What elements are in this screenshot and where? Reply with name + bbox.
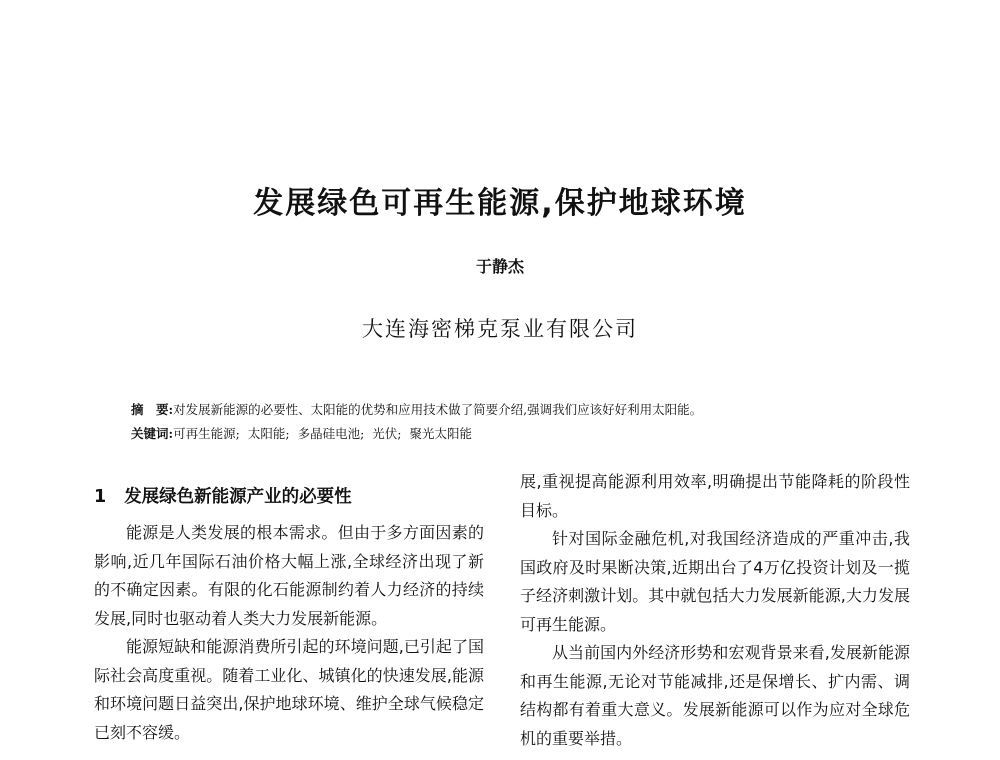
keyword: 光伏; xyxy=(372,426,402,441)
section-number: 1 xyxy=(94,487,107,507)
paragraph: 能源短缺和能源消费所引起的环境问题,已引起了国际社会高度重视。随着工业化、城镇化的快速发展,能源和环境问题日益突出,保护地球环境、维护全球气候稳定已刻不容缓。 xyxy=(94,637,484,742)
keywords xyxy=(131,426,911,442)
left-column xyxy=(94,519,484,747)
section-heading xyxy=(94,483,352,508)
paragraph: 针对国际金融危机,对我国经济造成的严重冲击,我国政府及时果断决策,近期出台了4万亿投资计划及一揽子经济刺激计划。其中就包括大力发展新能源,大力发展可再生能源。 xyxy=(520,529,910,634)
author-name: 于静杰 xyxy=(475,257,524,276)
article-title: 发展绿色可再生能源,保护地球环境 xyxy=(253,186,747,221)
paragraph: 展,重视提高能源利用效率,明确提出节能降耗的阶段性目标。 xyxy=(520,472,910,520)
keyword: 可再生能源; xyxy=(173,426,240,441)
paragraph: 能源是人类发展的根本需求。但由于多方面因素的影响,近几年国际石油价格大幅上涨,全球经济出现了新的不确定因素。有限的化石能源制约着人力经济的持续发展,同时也驱动着人类大力发展新能源。 xyxy=(94,523,484,628)
section-title: 发展绿色新能源产业的必要性 xyxy=(124,487,352,507)
abstract-text: 对发展新能源的必要性、太阳能的优势和应用技术做了简要介绍,强调我们应该好好利用太阳能。 xyxy=(173,402,703,417)
keyword: 多晶硅电池; xyxy=(297,426,365,441)
abstract-label: 摘 要: xyxy=(131,402,174,417)
paragraph: 从当前国内外经济形势和宏观背景来看,发展新能源和再生能源,无论对节能减排,还是保增长、扩内需、调结构都有着重大意义。发展新能源可以作为应对全球危机的重要举措。 xyxy=(520,643,910,748)
keyword: 太阳能; xyxy=(247,426,290,441)
right-column xyxy=(520,468,910,753)
keyword: 聚光太阳能 xyxy=(409,426,473,441)
affiliation: 大连海密梯克泵业有限公司 xyxy=(362,317,638,341)
keywords-label: 关键词: xyxy=(131,426,174,441)
abstract xyxy=(131,402,911,418)
